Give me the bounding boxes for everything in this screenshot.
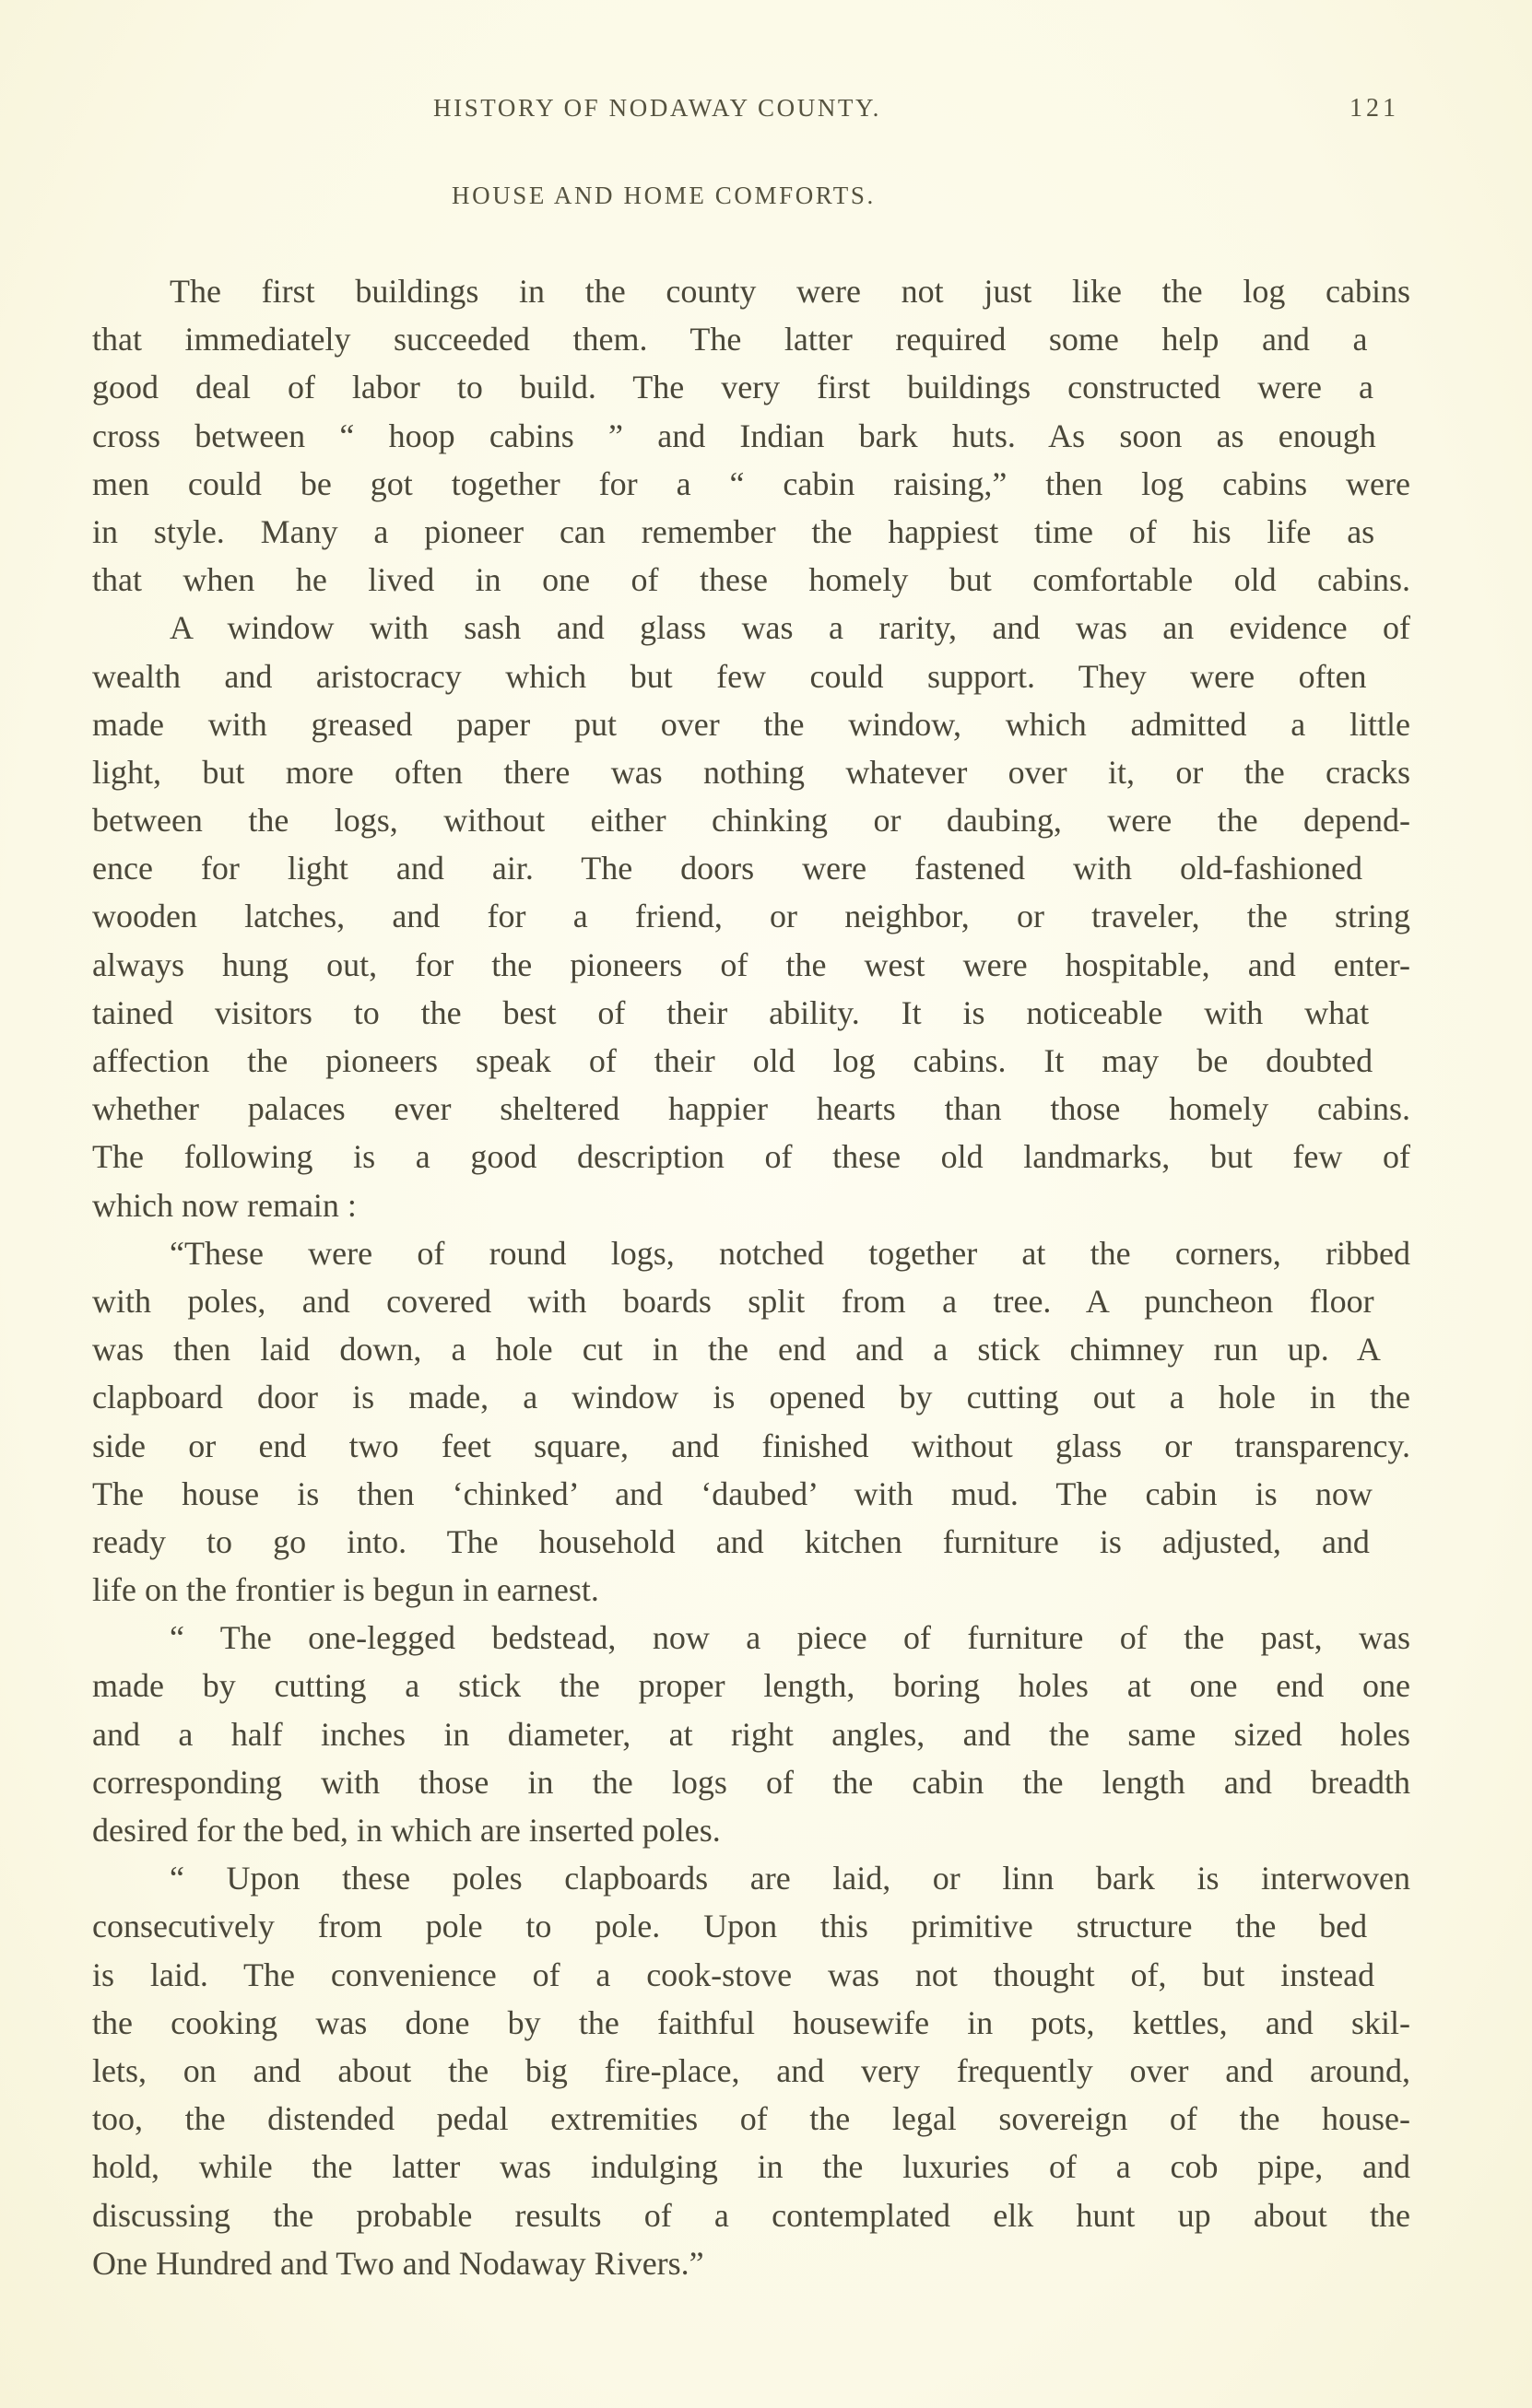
text-line: One Hundred and Two and Nodaway Rivers.” — [92, 2244, 704, 2282]
text-line: that when he lived in one of these homely but comfortable old cabins. — [92, 561, 1410, 599]
text-line: “ Upon these poles clapboards are laid, or linn bark is interwoven — [170, 1860, 1410, 1897]
text-line: and a half inches in diameter, at right angles, and the same sized holes — [92, 1715, 1410, 1753]
section-title: HOUSE AND HOME COMFORTS. — [452, 182, 876, 209]
text-line: consecutively from pole to pole. Upon this primitive structure the bed — [92, 1908, 1368, 1945]
text-line: whether palaces ever sheltered happier hearts than those homely cabins. — [92, 1090, 1410, 1128]
text-line: discussing the probable results of a contemplated elk hunt up about the — [92, 2196, 1410, 2234]
text-line: desired for the bed, in which are inserted poles. — [92, 1812, 721, 1849]
text-line: that immediately succeeded them. The latter required some help and a — [92, 321, 1368, 358]
text-line: side or end two feet square, and finished without glass or transparency. — [92, 1427, 1410, 1464]
text-line: “ The one-legged bedstead, now a piece of furniture of the past, was — [170, 1619, 1410, 1657]
text-line: A window with sash and glass was a rarity, and was an evidence of — [170, 609, 1410, 647]
text-line: was then laid down, a hole cut in the end and a stick chimney run up. A — [92, 1331, 1381, 1368]
text-line: ready to go into. The household and kitchen furniture is adjusted, and — [92, 1522, 1370, 1560]
paragraph-2 — [92, 604, 1410, 1228]
text-line: which now remain : — [92, 1186, 357, 1224]
text-line: lets, on and about the big fire-place, and very frequently over and around, — [92, 2051, 1410, 2089]
text-line: hold, while the latter was indulging in the luxuries of a cob pipe, and — [92, 2148, 1410, 2186]
text-line: wealth and aristocracy which but few could support. They were often — [92, 657, 1367, 695]
text-line: cross between “ hoop cabins ” and Indian bark huts. As soon as enough — [92, 417, 1376, 454]
text-line: The house is then ‘chinked’ and ‘daubed’ with mud. The cabin is now — [92, 1474, 1373, 1512]
text-line: between the logs, without either chinking or daubing, were the depend- — [92, 802, 1410, 840]
page-number: 121 — [1349, 94, 1399, 123]
text-line: made by cutting a stick the proper length, boring holes at one end one — [92, 1667, 1410, 1705]
text-line: wooden latches, and for a friend, or neighbor, or traveler, the string — [92, 898, 1410, 935]
text-line: good deal of labor to build. The very first buildings constructed were a — [92, 369, 1374, 406]
paragraph-5 — [92, 1854, 1410, 2287]
paragraph-1 — [92, 267, 1410, 604]
text-line: “These were of round logs, notched together at the corners, ribbed — [170, 1234, 1410, 1272]
text-line: clapboard door is made, a window is opened by cutting out a hole in the — [92, 1379, 1410, 1416]
body-text — [92, 267, 1410, 2287]
text-line: life on the frontier is begun in earnest. — [92, 1571, 599, 1609]
text-line: ence for light and air. The doors were fastened with old-fashioned — [92, 850, 1362, 887]
text-line: tained visitors to the best of their ability. It is noticeable with what — [92, 993, 1370, 1031]
paragraph-4 — [92, 1614, 1410, 1854]
text-line: is laid. The convenience of a cook-stove was not thought of, but instead — [92, 1956, 1375, 1993]
text-line: affection the pioneers speak of their old log cabins. It may be doubted — [92, 1042, 1373, 1079]
text-line: in style. Many a pioneer can remember the happiest time of his life as — [92, 512, 1375, 550]
text-line: with poles, and covered with boards split from a tree. A puncheon floor — [92, 1282, 1374, 1320]
running-head-title: HISTORY OF NODAWAY COUNTY. — [433, 94, 881, 122]
text-line: the cooking was done by the faithful housewife in pots, kettles, and skil- — [92, 2003, 1410, 2041]
text-line: corresponding with those in the logs of the cabin the length and breadth — [92, 1763, 1410, 1801]
text-line: The following is a good description of these old landmarks, but few of — [92, 1138, 1410, 1176]
text-line: too, the distended pedal extremities of the legal sovereign of the house- — [92, 2100, 1410, 2138]
text-line: made with greased paper put over the window, which admitted a little — [92, 705, 1410, 743]
paragraph-3 — [92, 1229, 1410, 1615]
text-line: men could be got together for a “ cabin raising,” then log cabins were — [92, 464, 1410, 502]
text-line: light, but more often there was nothing whatever over it, or the cracks — [92, 753, 1410, 791]
text-line: always hung out, for the pioneers of the west were hospitable, and enter- — [92, 946, 1410, 983]
text-line: The first buildings in the county were not just like the log cabins — [170, 273, 1410, 310]
